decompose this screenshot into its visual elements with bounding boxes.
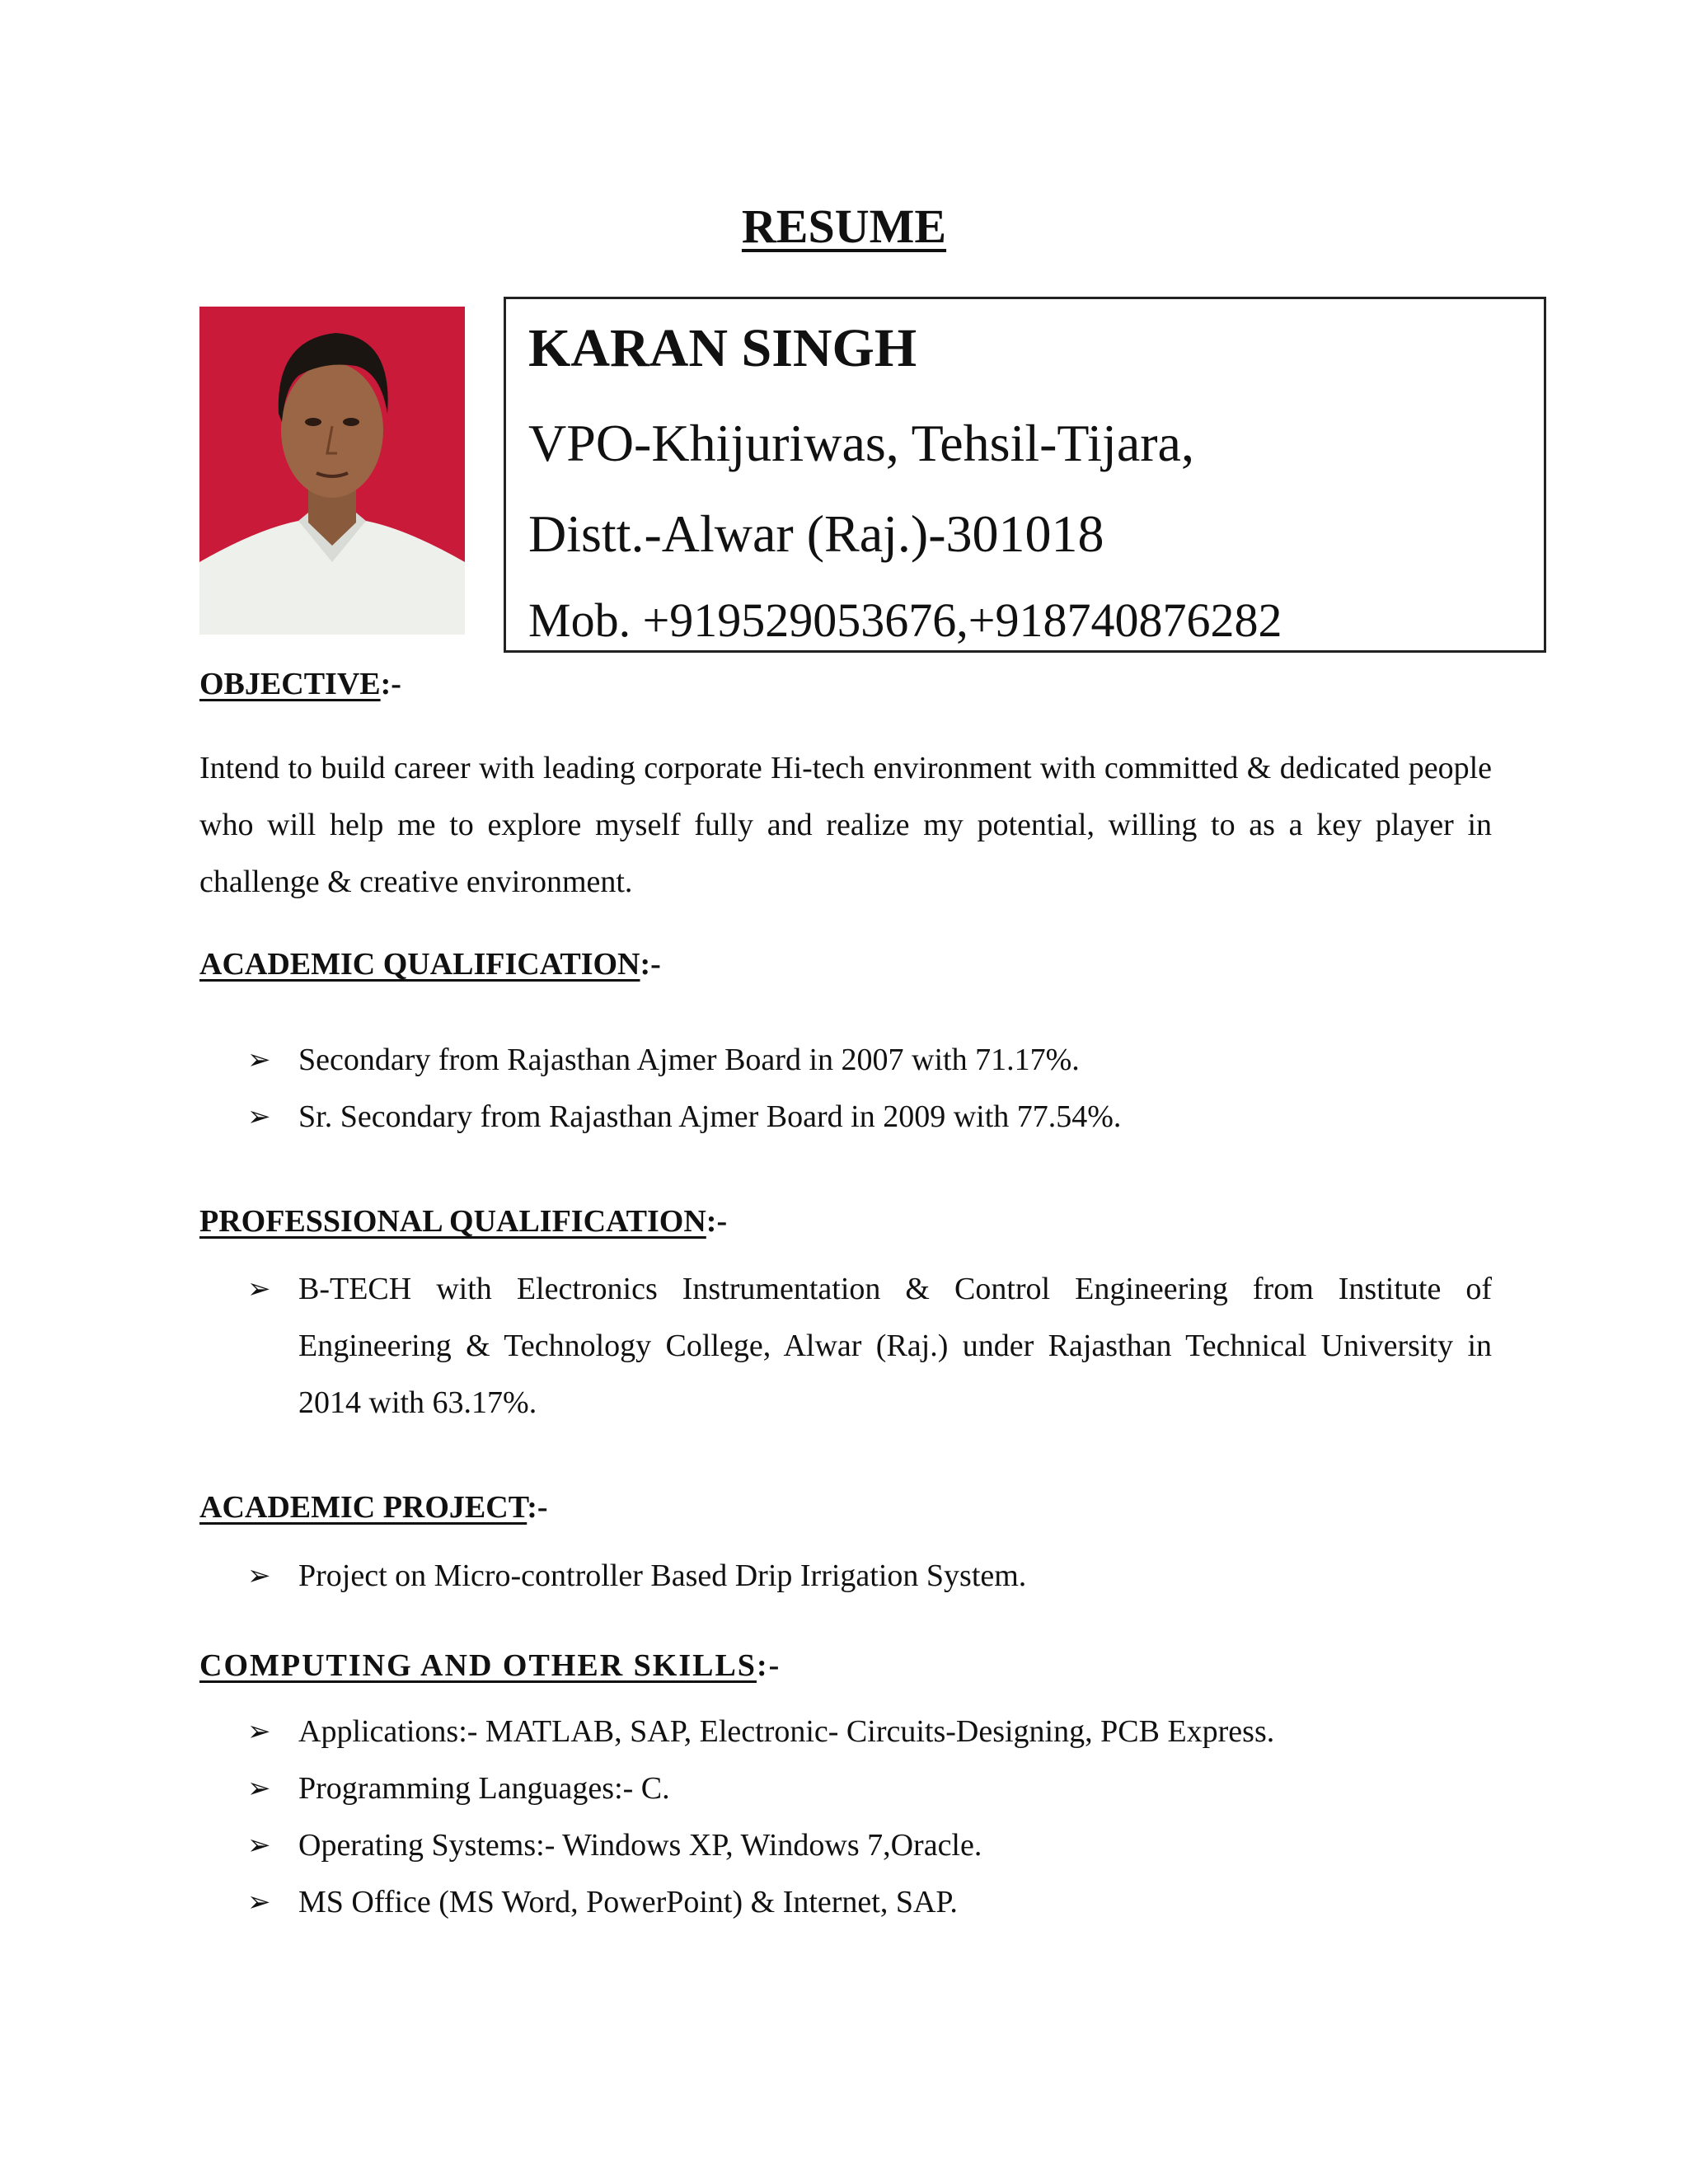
academic-project-list — [247, 1548, 1492, 1605]
arrow-bullet-icon: ➢ — [247, 1717, 271, 1747]
academic-qualification-list — [247, 1032, 1492, 1146]
resume-title: RESUME — [741, 199, 947, 253]
professional-qualification-list — [247, 1261, 1492, 1432]
arrow-bullet-icon: ➢ — [247, 1774, 271, 1804]
contact-box — [504, 297, 1546, 653]
mobile-numbers: Mob. +919529053676,+918740876282 — [528, 593, 1282, 647]
list-item: ➢ MS Office (MS Word, PowerPoint) & Internet, SAP. — [247, 1874, 1492, 1931]
arrow-bullet-icon: ➢ — [247, 1561, 271, 1591]
arrow-bullet-icon: ➢ — [247, 1274, 271, 1305]
objective-text: Intend to build career with leading corporate Hi-tech environment with committed & dedicated people who will help me to explore myself fully and realize my potential, willing to as a key player in challenge & creative environment. — [199, 751, 1492, 899]
academic-project-heading: ACADEMIC PROJECT:- — [199, 1490, 548, 1525]
arrow-bullet-icon: ➢ — [247, 1102, 271, 1132]
arrow-bullet-icon: ➢ — [247, 1830, 271, 1861]
list-item: ➢ B-TECH with Electronics Instrumentation & Control Engineering from Institute of Engineering & Technology College, Alwar (Raj.) under Rajasthan Technical University in 2014 with 63.17%. — [247, 1261, 1492, 1432]
candidate-name: KARAN SINGH — [528, 318, 917, 378]
list-item: ➢ Project on Micro-controller Based Drip Irrigation System. — [247, 1548, 1492, 1605]
list-item: ➢ Applications:- MATLAB, SAP, Electronic- Circuits-Designing, PCB Express. — [247, 1704, 1492, 1760]
list-item: ➢ Programming Languages:- C. — [247, 1760, 1492, 1817]
arrow-bullet-icon: ➢ — [247, 1887, 271, 1918]
computing-skills-list — [247, 1704, 1492, 1931]
address-line-1: VPO-Khijuriwas, Tehsil-Tijara, — [528, 414, 1194, 472]
list-item: ➢ Secondary from Rajasthan Ajmer Board in 2007 with 71.17%. — [247, 1032, 1492, 1089]
address-line-2: Distt.-Alwar (Raj.)-301018 — [528, 504, 1104, 563]
objective-heading: OBJECTIVE:- — [199, 667, 401, 701]
computing-skills-heading: COMPUTING AND OTHER SKILLS:- — [199, 1648, 781, 1683]
list-item: ➢ Operating Systems:- Windows XP, Windows 7,Oracle. — [247, 1817, 1492, 1874]
list-item: ➢ Sr. Secondary from Rajasthan Ajmer Board in 2009 with 77.54%. — [247, 1089, 1492, 1146]
profile-photo — [199, 290, 465, 635]
academic-qualification-heading: ACADEMIC QUALIFICATION:- — [199, 947, 661, 982]
professional-qualification-heading: PROFESSIONAL QUALIFICATION:- — [199, 1204, 728, 1239]
arrow-bullet-icon: ➢ — [247, 1045, 271, 1076]
